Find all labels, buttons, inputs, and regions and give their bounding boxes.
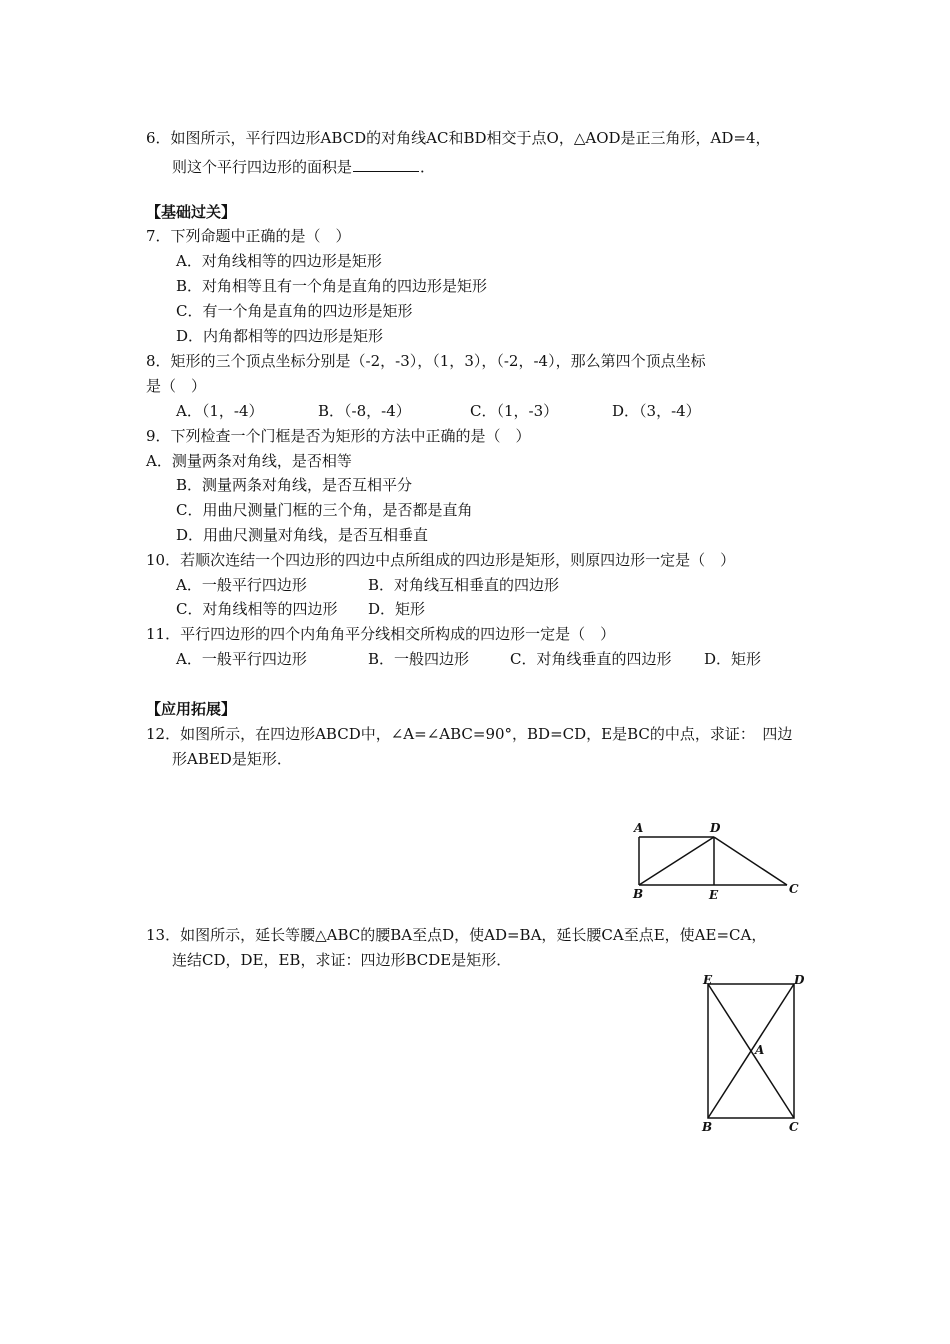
q9-option-b: B．测量两条对角线，是否互相平分 [176, 476, 413, 494]
q12-figure [630, 818, 810, 908]
q7-option-c: C．有一个角是直角的四边形是矩形 [176, 302, 413, 320]
q11-option-c: C．对角线垂直的四边形 [510, 650, 672, 668]
q13-line1: 13．如图所示，延长等腰△ABC的腰BA至点D，使AD=BA，延长腰CA至点E，使AE=CA， [146, 926, 767, 944]
q10-option-c: C．对角线相等的四边形 [176, 600, 338, 618]
q6-answer-blank [353, 157, 419, 172]
q8-option-a: A．（1，-4） [176, 402, 264, 420]
q12-line2: 形ABED是矩形． [172, 750, 292, 768]
q8-option-d: D．（3，-4） [612, 402, 701, 420]
q10-option-d: D．矩形 [368, 600, 426, 618]
q13-label-b: B [702, 1120, 713, 1134]
q7-option-a: A．对角线相等的四边形是矩形 [176, 252, 382, 270]
q10-option-b: B．对角线互相垂直的四边形 [368, 576, 560, 594]
q13-figure [700, 972, 820, 1137]
q12-label-e: E [709, 888, 719, 902]
q12-label-c: C [789, 882, 799, 896]
q11-option-a: A．一般平行四边形 [176, 650, 307, 668]
q7-option-b: B．对角相等且有一个角是直角的四边形是矩形 [176, 277, 488, 295]
section-basic-heading: 【基础过关】 [146, 203, 237, 221]
q9-option-d: D．用曲尺测量对角线，是否互相垂直 [176, 526, 429, 544]
q13-label-d: D [794, 973, 805, 987]
q12-line1: 12．如图所示，在四边形ABCD中，∠A=∠ABC=90°，BD=CD，E是BC的中点，求证： 四边 [146, 725, 793, 743]
q11-stem: 11．平行四边形的四个内角角平分线相交所构成的四边形一定是（ ） [146, 625, 616, 643]
q12-label-b: B [633, 887, 644, 901]
q8-option-b: B．（-8，-4） [318, 402, 411, 420]
section-apply-heading: 【应用拓展】 [146, 700, 237, 718]
q13-label-c: C [789, 1120, 799, 1134]
q8-line2: 是（ ） [146, 377, 207, 395]
q8-option-c: C．（1，-3） [470, 402, 559, 420]
q10-option-a: A．一般平行四边形 [176, 576, 307, 594]
q7-stem: 7．下列命题中正确的是（ ） [146, 227, 351, 245]
q7-option-d: D．内角都相等的四边形是矩形 [176, 327, 384, 345]
q6-line2-end: ． [420, 158, 436, 176]
q6-line1: 6．如图所示，平行四边形ABCD的对角线AC和BD相交于点O，△AOD是正三角形，AD=4， [146, 129, 771, 147]
q13-label-a: A [755, 1043, 765, 1057]
q6-line2 [172, 157, 435, 175]
q9-stem: 9．下列检查一个门框是否为矩形的方法中正确的是（ ） [146, 427, 531, 445]
q10-stem: 10．若顺次连结一个四边形的四边中点所组成的四边形是矩形，则原四边形一定是（ ） [146, 551, 736, 569]
q9-option-c: C．用曲尺测量门框的三个角，是否都是直角 [176, 501, 473, 519]
q8-line1: 8．矩形的三个顶点坐标分别是（-2，-3），（1，3），（-2，-4），那么第四个顶点坐标 [146, 352, 706, 370]
q6-line2-text: 则这个平行四边形的面积是 [172, 158, 353, 176]
q13-label-e: E [703, 973, 713, 987]
q13-line2: 连结CD，DE，EB，求证：四边形BCDE是矩形． [172, 951, 512, 969]
q11-option-d: D．矩形 [704, 650, 762, 668]
q11-option-b: B．一般四边形 [368, 650, 470, 668]
q12-label-d: D [710, 821, 721, 835]
q12-label-a: A [634, 821, 644, 835]
q9-option-a: A．测量两条对角线，是否相等 [146, 452, 352, 470]
